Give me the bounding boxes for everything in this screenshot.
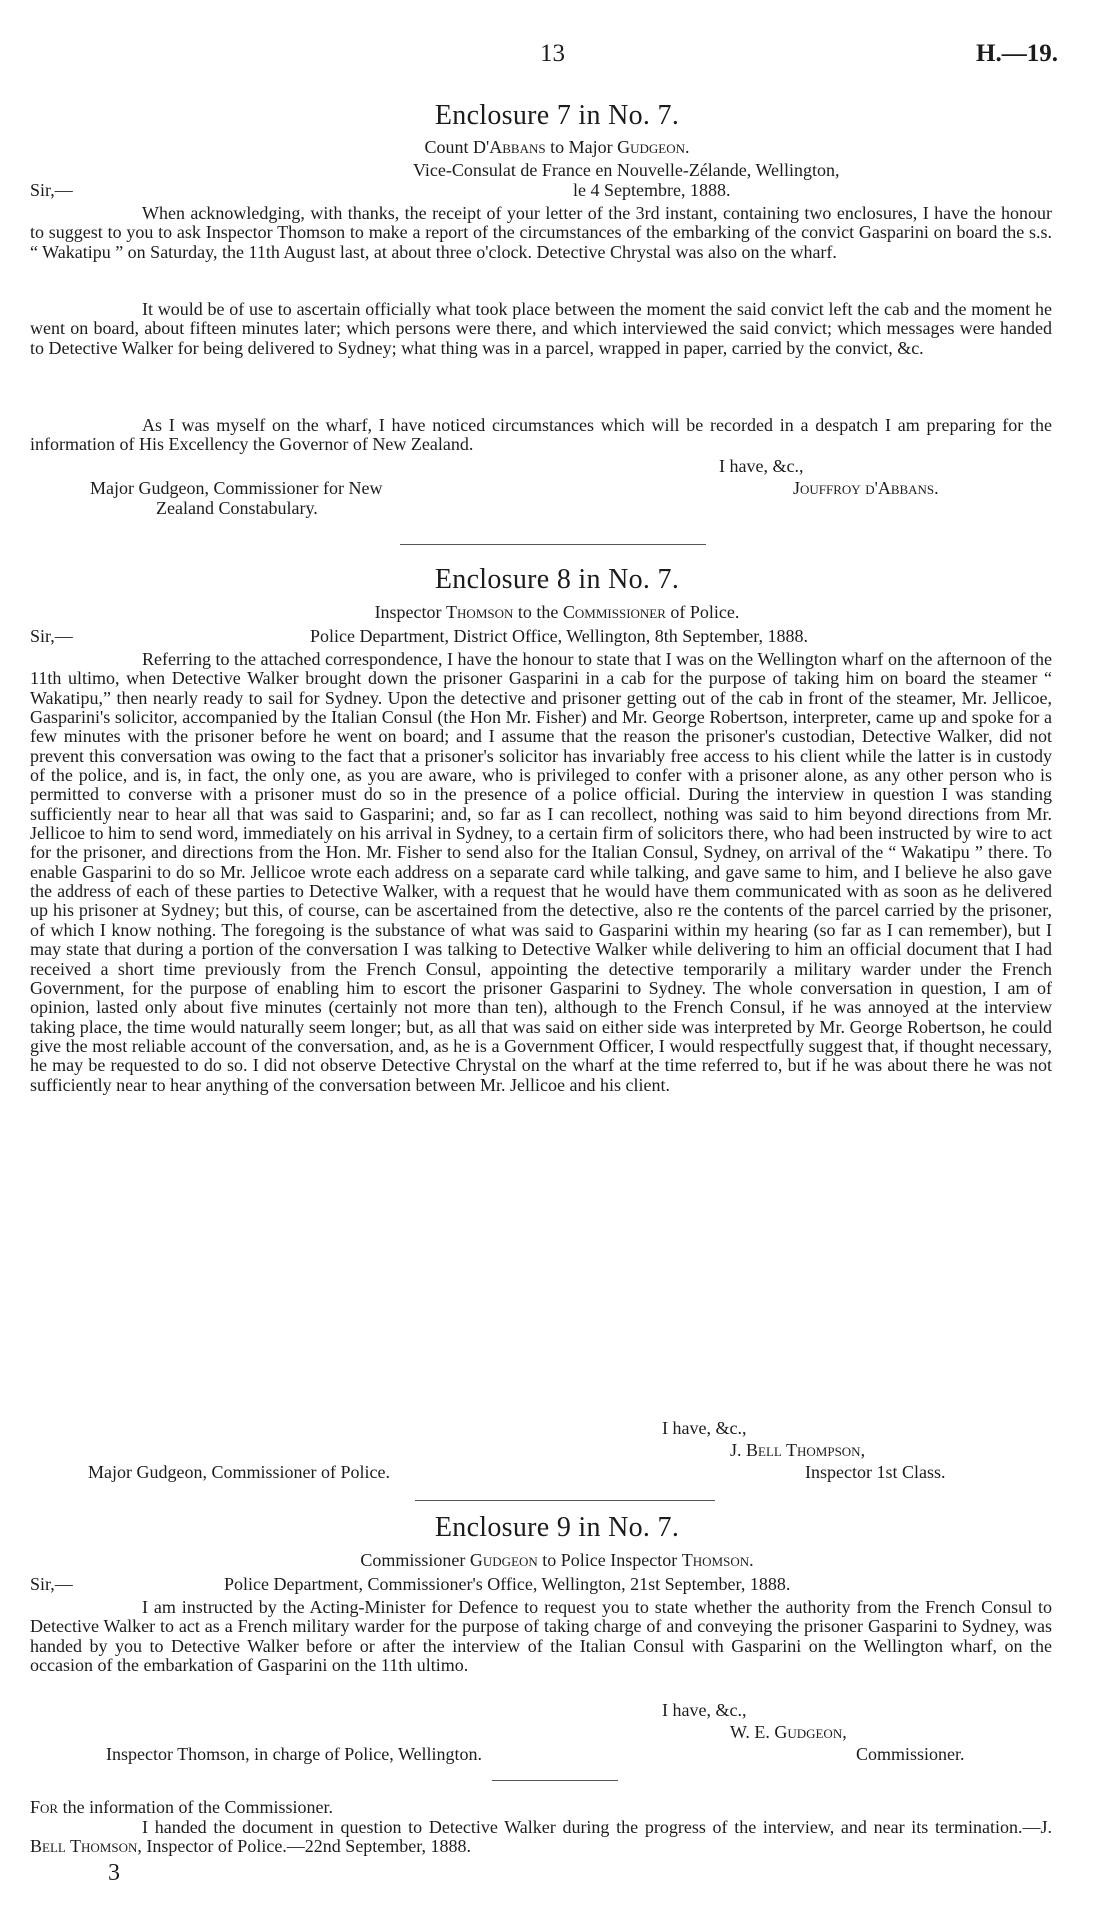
document-reference: H.—19. xyxy=(976,40,1058,67)
enclosure-7-paragraph: It would be of use to ascertain officially what took place between the moment the said convict left the cab and the moment he went on board, about fifteen minutes later; which persons were there, and which interviewed the said convict; which messages were handed to Detective Walker for being delivered to Sydney; what thing was in a parcel, wrapped in paper, carried by the convict, &c. xyxy=(30,299,1052,358)
enclosure-9-signature: W. E. Gudgeon, xyxy=(730,1722,847,1742)
enclosure-9-addressee: Inspector Thomson, in charge of Police, Wellington. xyxy=(106,1744,482,1764)
enclosure-7-subtitle: Count D'Abbans to Major Gudgeon. xyxy=(424,137,690,157)
enclosure-7-closing: I have, &c., xyxy=(719,456,804,476)
enclosure-9-address-date: Police Department, Commissioner's Office, Wellington, 21st September, 1888. xyxy=(224,1574,791,1594)
enclosure-8-signature: J. Bell Thompson, xyxy=(730,1440,866,1460)
enclosure-9-salutation: Sir,— xyxy=(30,1574,73,1594)
enclosure-7-paragraph: When acknowledging, with thanks, the receipt of your letter of the 3rd instant, containing two enclosures, I have the honour to suggest to you to ask Inspector Thomson to make a report of the circumstances of the embarking of the convict Gasparini on board the s.s. “ Wakatipu ” on Saturday, the 11th August last, at about three o'clock. Detective Chrystal was also on the wharf. xyxy=(30,203,1052,262)
footnote-heading: For the information of the Commissioner. xyxy=(30,1797,334,1817)
enclosure-9-rank: Commissioner. xyxy=(856,1744,965,1764)
enclosure-8-subtitle: Inspector Thomson to the Commissioner of Police. xyxy=(374,602,740,622)
enclosure-7-title: Enclosure 7 in No. 7. xyxy=(434,100,680,131)
enclosure-7-salutation: Sir,— xyxy=(30,180,73,200)
enclosure-8-salutation: Sir,— xyxy=(30,626,73,646)
enclosure-8-addressee: Major Gudgeon, Commissioner of Police. xyxy=(88,1462,390,1482)
page-number: 13 xyxy=(540,40,565,67)
enclosure-9-title: Enclosure 9 in No. 7. xyxy=(434,1512,680,1543)
enclosure-8-paragraph: Referring to the attached correspondence, I have the honour to state that I was on the Wellington wharf on the afternoon of the 11th ultimo, when Detective Walker brought down the prisoner Gasparini in a cab for the purpose of taking him on board the steamer “ Wakatipu,” then nearly ready to sail for Sydney. Upon the detective and prisoner getting out of the cab in front of the steamer, Mr. Jellicoe, Gasparini's solicitor, accompanied by the Italian Consul (the Hon Mr. Fisher) and Mr. George Robertson, interpreter, came up and spoke for a few minutes with the prisoner before he went on board; and I assume that the reason the prisoner's custodian, Detective Walker, did not prevent this conversation was owing to the fact that a prisoner's solicitor has invariably free access to his client while the latter is in custody of the police, and is, in fact, the only one, as you are aware, who is privileged to confer with a prisoner alone, as any other person who is permitted to converse with a prisoner must do so in the presence of a police official. During the interview in question I was standing sufficiently near to hear all that was said to Gasparini; and, so far as I can recollect, nothing was said to him beyond directions from Mr. Jellicoe to him to send word, immediately on his arrival in Sydney, to a certain firm of solicitors there, who had been instructed by wire to act for the prisoner, and directions from the Hon. Mr. Fisher to send also for the Italian Consul, Sydney, on arrival of the “ Wakatipu ” there. To enable Gasparini to do so Mr. Jellicoe wrote each address on a separate card while talking, and gave same to him, and I believe he also gave the address of each of these parties to Detective Walker, with a request that he would have them communicated with as soon as he delivered up his prisoner at Sydney; but this, of course, can be ascertained from the detective, also re the contents of the parcel carried by the prisoner, of which I know nothing. The foregoing is the substance of what was said to Gasparini within my hearing (so far as I can remember), but I may state that during a portion of the conversation I was talking to Detective Walker while delivering to him an official document that I had received a short time previously from the French Consul, appointing the detective temporarily a military warder under the French Government, for the purpose of enabling him to escort the prisoner Gasparini to Sydney. The whole conversation in question, I am of opinion, lasted only about five minutes (certainly not more than ten), although to the French Consul, if he was annoyed at the interview taking place, the time would naturally seem longer; but, as all that was said on either side was interpreted by Mr. George Robertson, he could give the most reliable account of the conversation, and, as he is a Government Officer, I would respectfully suggest that, if thought necessary, he may be requested to do so. I did not observe Detective Chrystal on the wharf at the time referred to, but if he was about there he was not sufficiently near to hear anything of the conversation between Mr. Jellicoe and his client. xyxy=(30,649,1052,1095)
short-divider xyxy=(492,1780,618,1781)
enclosure-7-date: le 4 Septembre, 1888. xyxy=(573,180,731,200)
enclosure-7-address: Vice-Consulat de France en Nouvelle-Zélande, Wellington, xyxy=(413,160,840,180)
enclosure-8-title: Enclosure 8 in No. 7. xyxy=(434,564,680,595)
footnote-text: I handed the document in question to Detective Walker during the progress of the interview, and near its termination.—J. Bell Thomson, Inspector of Police.—22nd September, 1888. xyxy=(30,1817,1052,1857)
enclosure-9-closing: I have, &c., xyxy=(662,1700,747,1720)
enclosure-7-addressee-cont: Zealand Constabulary. xyxy=(156,498,318,518)
section-divider xyxy=(400,544,706,545)
enclosure-7-signature: Jouffroy d'Abbans. xyxy=(793,478,939,498)
enclosure-9-subtitle: Commissioner Gudgeon to Police Inspector Thomson. xyxy=(360,1550,754,1570)
signature-mark: 3 xyxy=(108,1860,120,1886)
enclosure-8-address-date: Police Department, District Office, Wellington, 8th September, 1888. xyxy=(310,626,809,646)
enclosure-8-rank: Inspector 1st Class. xyxy=(805,1462,946,1482)
enclosure-7-paragraph: As I was myself on the wharf, I have noticed circumstances which will be recorded in a despatch I am preparing for the information of His Excellency the Governor of New Zealand. xyxy=(30,415,1052,455)
enclosure-8-closing: I have, &c., xyxy=(662,1418,747,1438)
enclosure-9-paragraph: I am instructed by the Acting-Minister for Defence to request you to state whether the authority from the French Consul to Detective Walker to act as a French military warder for the purpose of taking charge of and conveying the prisoner Gasparini to Sydney, was handed by you to Detective Walker before or after the interview of the Italian Consul with Gasparini on the Wellington wharf, on the occasion of the embarkation of Gasparini on the 11th ultimo. xyxy=(30,1597,1052,1676)
enclosure-7-addressee: Major Gudgeon, Commissioner for New xyxy=(90,478,383,498)
section-divider xyxy=(415,1500,715,1501)
